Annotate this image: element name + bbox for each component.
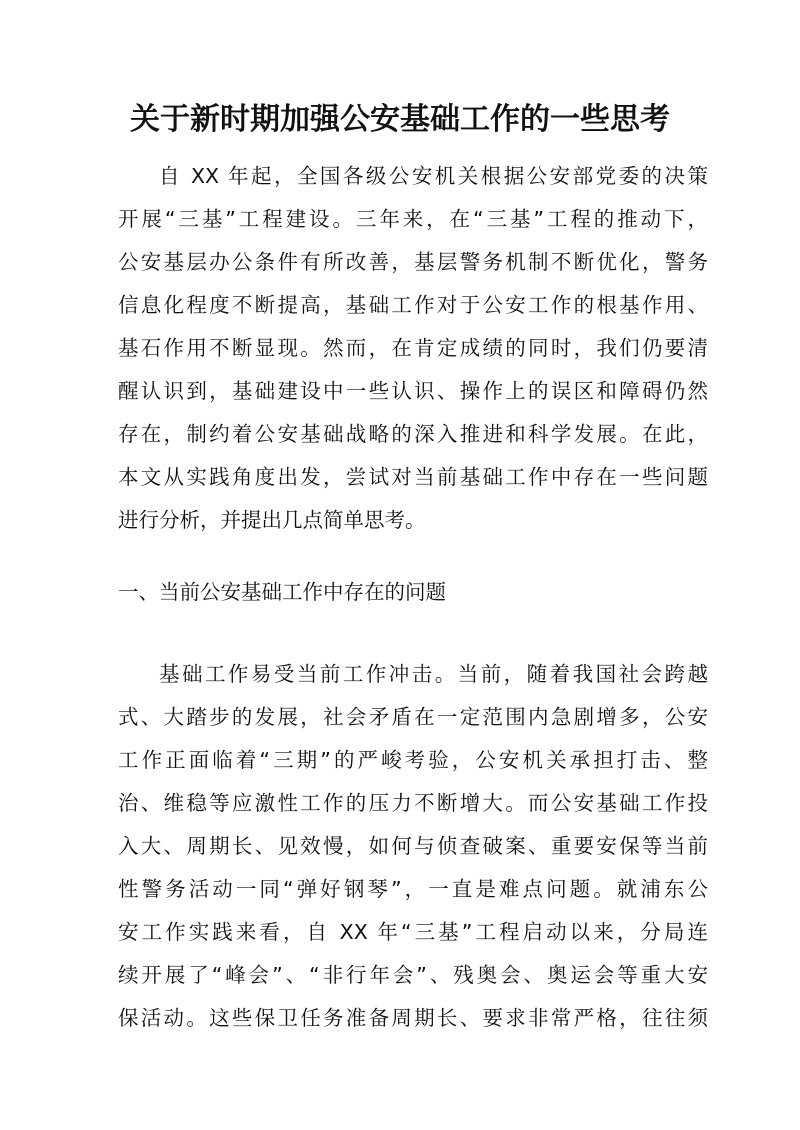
section-heading: 一、当前公安基础工作中存在的问题 (118, 580, 446, 604)
intro-line: 自 XX 年起，全国各级公安机关根据公安部党委的决策 (159, 164, 708, 188)
intro-line: 进行分析，并提出几点简单思考。 (118, 508, 426, 532)
intro-line: 公安基层办公条件有所改善，基层警务机制不断优化，警务 (118, 250, 708, 274)
body-line: 基础工作易受当前工作冲击。当前，随着我国社会跨越 (159, 662, 708, 686)
body-line: 入大、周期长、见效慢，如何与侦查破案、重要安保等当前 (118, 834, 708, 858)
body-line: 工作正面临着“三期”的严峻考验，公安机关承担打击、整 (118, 748, 708, 772)
body-line: 保活动。这些保卫任务准备周期长、要求非常严格，往往须 (118, 1006, 708, 1030)
intro-line: 开展“三基”工程建设。三年来，在“三基”工程的推动下， (118, 207, 708, 231)
intro-line: 醒认识到，基础建设中一些认识、操作上的误区和障碍仍然 (118, 379, 708, 403)
intro-line: 基石作用不断显现。然而，在肯定成绩的同时，我们仍要清 (118, 336, 708, 360)
body-line: 治、维稳等应激性工作的压力不断增大。而公安基础工作投 (118, 791, 708, 815)
document-title: 关于新时期加强公安基础工作的一些思考 (130, 102, 670, 137)
intro-line: 信息化程度不断提高，基础工作对于公安工作的根基作用、 (118, 293, 708, 317)
body-line: 性警务活动一同“弹好钢琴”，一直是难点问题。就浦东公 (118, 877, 708, 901)
intro-line: 本文从实践角度出发，尝试对当前基础工作中存在一些问题 (118, 465, 708, 489)
body-line: 续开展了“峰会”、“非行年会”、残奥会、奥运会等重大安 (118, 963, 708, 987)
intro-paragraph (118, 155, 708, 542)
body-paragraph (118, 653, 708, 1040)
intro-line: 存在，制约着公安基础战略的深入推进和科学发展。在此， (118, 422, 708, 446)
body-line: 式、大踏步的发展，社会矛盾在一定范围内急剧增多，公安 (118, 705, 708, 729)
body-line: 安工作实践来看，自 XX 年“三基”工程启动以来，分局连 (118, 920, 708, 944)
